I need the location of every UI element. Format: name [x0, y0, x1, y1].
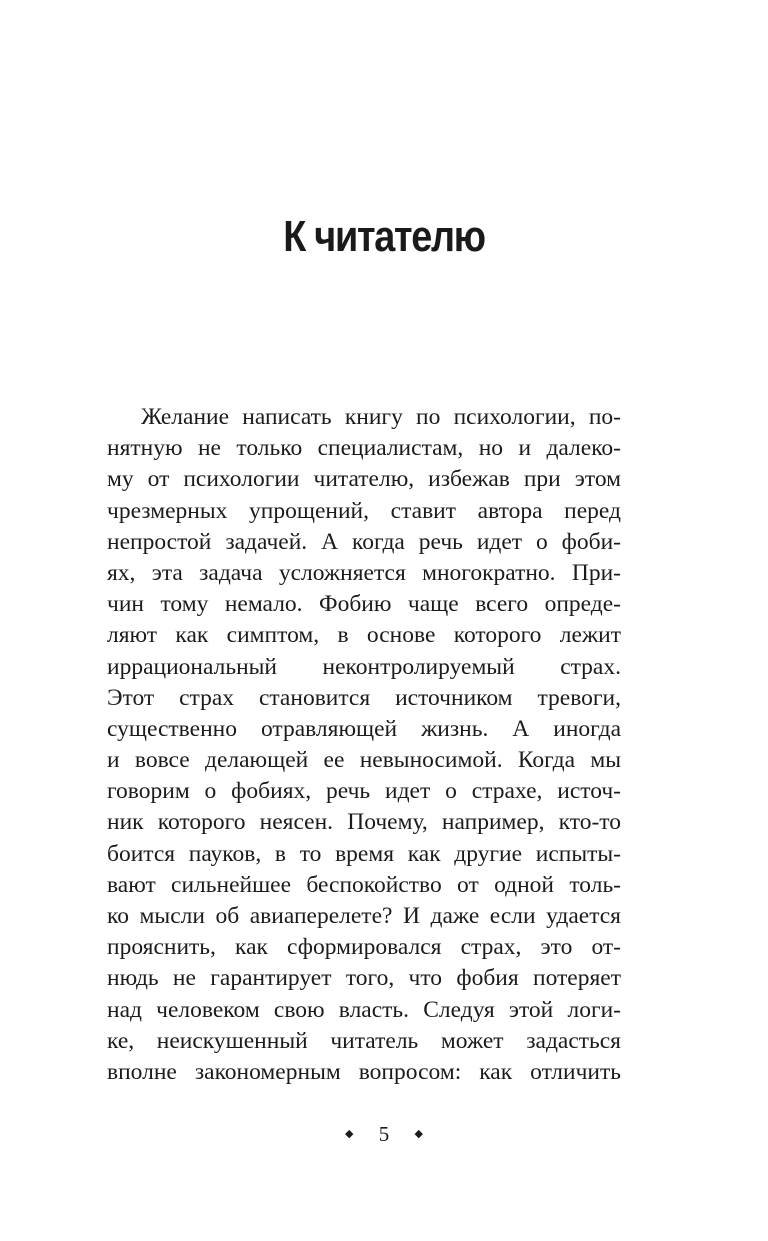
- text-line: говорим о фобиях, речь идет о страхе, источ-: [107, 778, 621, 805]
- diamond-left-icon: ◆: [345, 1128, 354, 1141]
- text-line: прояснить, как сформировался страх, это от-: [107, 934, 621, 961]
- diamond-right-icon: ◆: [414, 1128, 423, 1141]
- text-line: нюдь не гарантирует того, что фобия потеряет: [107, 965, 621, 992]
- text-line: нятную не только специалистам, но и далеко-: [107, 435, 621, 462]
- text-line: ник которого неясен. Почему, например, кто-то: [107, 809, 621, 836]
- text-line: Желание написать книгу по психологии, по-: [141, 404, 621, 430]
- text-line: ях, эта задача усложняется многократно. При-: [107, 559, 621, 586]
- text-line: вполне закономерным вопросом: как отличить: [107, 1058, 621, 1085]
- text-line: ляют как симптом, в основе которого лежит: [107, 622, 621, 649]
- text-line: существенно отравляющей жизнь. А иногда: [107, 715, 621, 742]
- text-line: иррациональный неконтролируемый страх.: [107, 653, 621, 680]
- page-footer: [0, 1120, 768, 1150]
- body-text: [107, 402, 621, 1088]
- page-number: 5: [378, 1122, 390, 1146]
- text-line: над человеком свою власть. Следуя этой логи-: [107, 996, 621, 1023]
- text-line: чрезмерных упрощений, ставит автора перед: [107, 497, 621, 524]
- text-line: му от психологии читателю, избежав при этом: [107, 466, 621, 493]
- page-title: К читателю: [283, 212, 485, 262]
- text-line: непростой задачей. А когда речь идет о фоби-: [107, 528, 621, 555]
- text-line: Этот страх становится источником тревоги,: [107, 684, 621, 711]
- text-line: чин тому немало. Фобию чаще всего опреде-: [107, 591, 621, 618]
- text-line: ко мысли об авиаперелете? И даже если удается: [107, 903, 621, 929]
- text-line: ке, неискушенный читатель может задасться: [107, 1027, 621, 1054]
- text-line: боится пауков, в то время как другие испыты-: [107, 840, 621, 867]
- text-line: вают сильнейшее беспокойство от одной толь-: [107, 871, 621, 898]
- text-line: и вовсе делающей ее невыносимой. Когда мы: [107, 747, 621, 774]
